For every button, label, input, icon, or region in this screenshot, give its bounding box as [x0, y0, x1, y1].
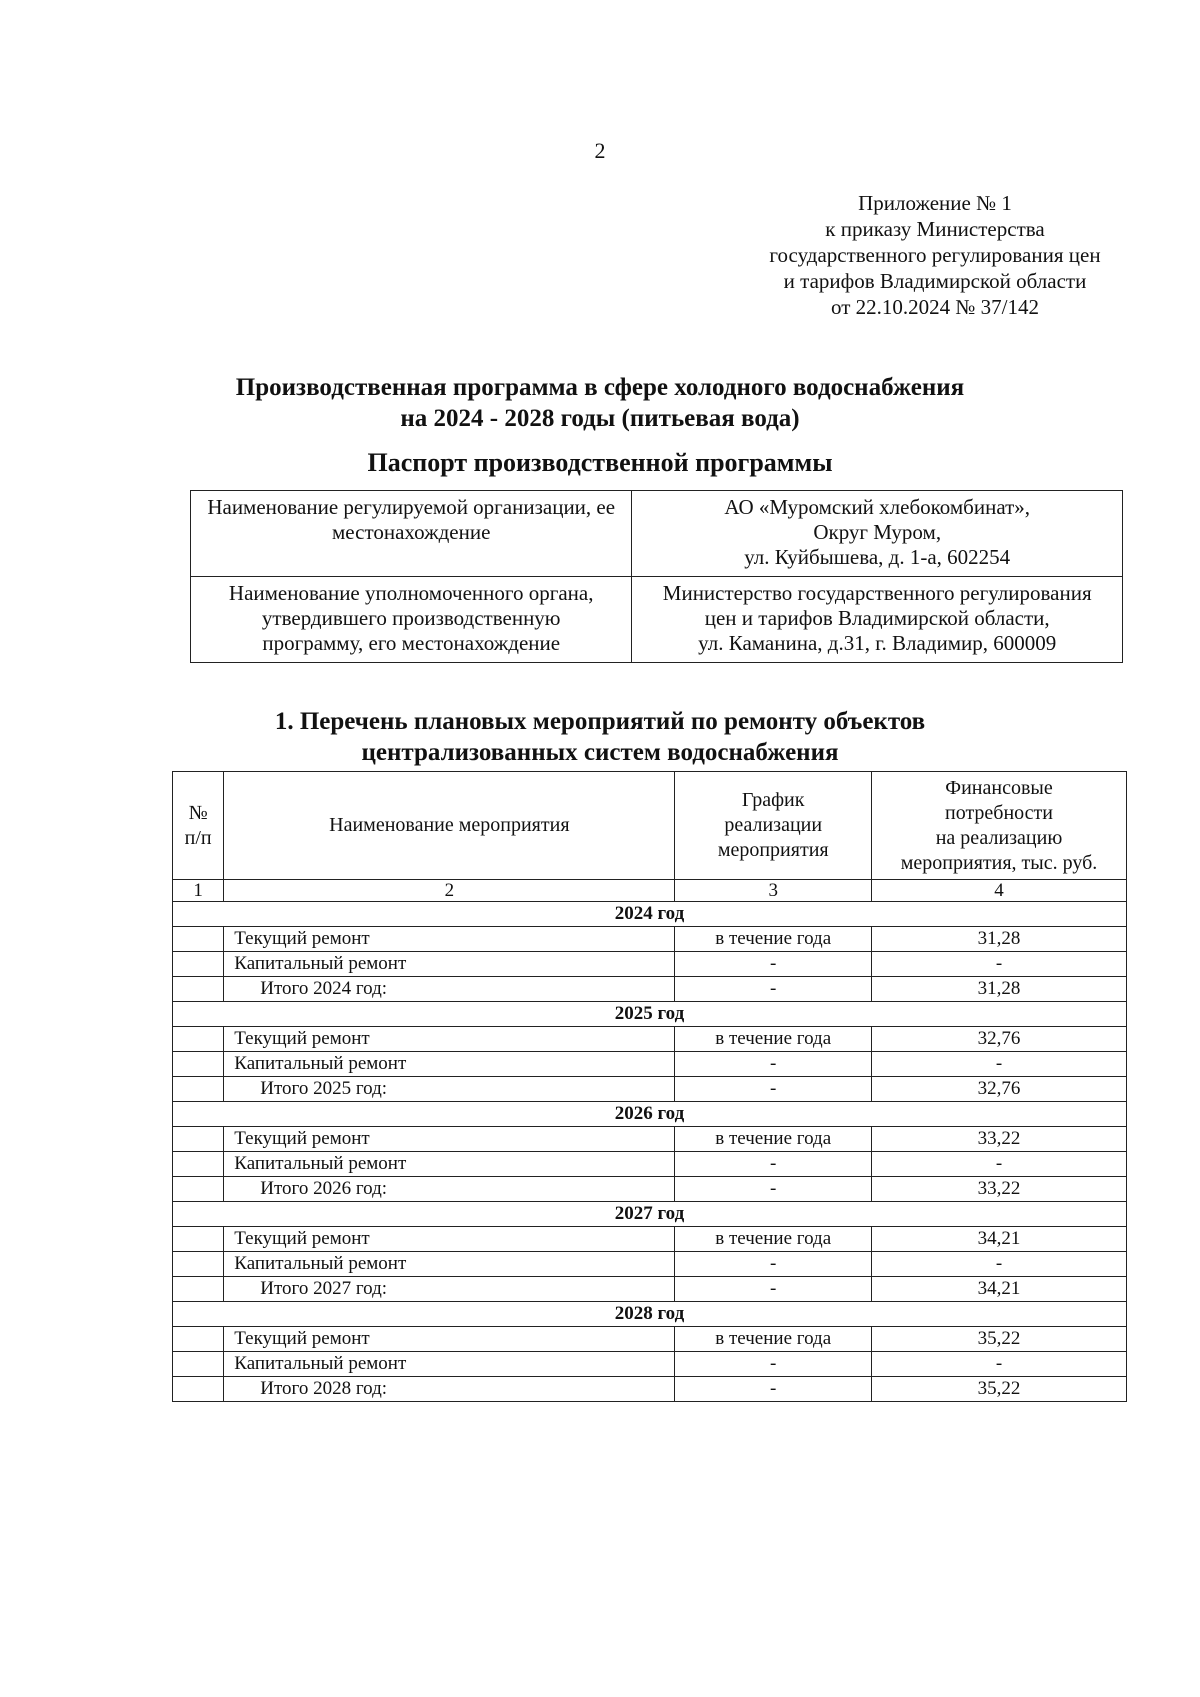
- row-name-cell: Капитальный ремонт: [224, 1252, 675, 1277]
- row-schedule-cell: -: [675, 1077, 872, 1102]
- row-finance-cell: -: [872, 952, 1127, 977]
- header-schedule: [675, 772, 872, 880]
- row-name-cell: Итого 2025 год:: [224, 1077, 675, 1102]
- row-name-cell: Капитальный ремонт: [224, 952, 675, 977]
- row-number-cell: [173, 1277, 224, 1302]
- appendix-line: государственного регулирования цен: [769, 243, 1101, 267]
- row-name-cell: Итого 2024 год:: [224, 977, 675, 1002]
- passport-value-line: Министерство государственного регулирования: [662, 581, 1092, 605]
- header-num-line: п/п: [184, 826, 212, 849]
- row-finance-cell: -: [872, 1052, 1127, 1077]
- table-row: [173, 1052, 1127, 1077]
- program-body: [173, 902, 1127, 1402]
- row-number-cell: [173, 1077, 224, 1102]
- appendix-line: Приложение № 1: [858, 191, 1012, 215]
- row-number-cell: [173, 1152, 224, 1177]
- row-number-cell: [173, 977, 224, 1002]
- header-finance-line: потребности: [945, 801, 1053, 824]
- table-row: [173, 1127, 1127, 1152]
- row-name-cell: Капитальный ремонт: [224, 1052, 675, 1077]
- row-number-cell: [173, 927, 224, 952]
- row-number-cell: [173, 1352, 224, 1377]
- passport-label-line: программу, его местонахождение: [262, 631, 561, 655]
- table-row: [173, 1277, 1127, 1302]
- column-number: 1: [173, 880, 224, 902]
- passport-title: Паспорт производственной программы: [367, 448, 833, 477]
- row-schedule-cell: в течение года: [675, 927, 872, 952]
- table-row: [173, 927, 1127, 952]
- row-number-cell: [173, 952, 224, 977]
- table-row: [173, 1252, 1127, 1277]
- year-row: [173, 1002, 1127, 1027]
- passport-value: [632, 577, 1123, 663]
- passport-value-line: ул. Каманина, д.31, г. Владимир, 600009: [698, 631, 1057, 655]
- passport-value: [632, 491, 1123, 577]
- year-label: 2024 год: [173, 902, 1127, 927]
- year-row: [173, 1302, 1127, 1327]
- row-number-cell: [173, 1177, 224, 1202]
- row-number-cell: [173, 1377, 224, 1402]
- row-finance-cell: 31,28: [872, 977, 1127, 1002]
- table-row: [173, 1177, 1127, 1202]
- row-finance-cell: -: [872, 1252, 1127, 1277]
- appendix-block: [700, 190, 1170, 320]
- section-title: [0, 706, 1200, 768]
- program-table: [172, 771, 1127, 1402]
- row-schedule-cell: -: [675, 1177, 872, 1202]
- passport-value-line: цен и тарифов Владимирской области,: [704, 606, 1050, 630]
- row-schedule-cell: в течение года: [675, 1327, 872, 1352]
- row-name-cell: Текущий ремонт: [224, 927, 675, 952]
- header-finance-line: Финансовые: [945, 776, 1053, 799]
- table-row: [173, 1377, 1127, 1402]
- main-title: [0, 372, 1200, 434]
- column-number: 2: [224, 880, 675, 902]
- row-finance-cell: 33,22: [872, 1177, 1127, 1202]
- row-schedule-cell: в течение года: [675, 1127, 872, 1152]
- table-row: [173, 1352, 1127, 1377]
- header-schedule-line: мероприятия: [717, 839, 829, 861]
- row-finance-cell: 31,28: [872, 927, 1127, 952]
- column-numbers-row: [173, 880, 1127, 902]
- row-schedule-cell: -: [675, 1252, 872, 1277]
- row-number-cell: [173, 1227, 224, 1252]
- row-name-cell: Текущий ремонт: [224, 1027, 675, 1052]
- row-name-cell: Итого 2028 год:: [224, 1377, 675, 1402]
- row-name-cell: Итого 2026 год:: [224, 1177, 675, 1202]
- header-name: Наименование мероприятия: [224, 772, 675, 880]
- row-finance-cell: -: [872, 1152, 1127, 1177]
- table-row: [173, 1152, 1127, 1177]
- main-title-line: Производственная программа в сфере холодного водоснабжения: [235, 374, 965, 401]
- year-row: [173, 1202, 1127, 1227]
- passport-row: [191, 577, 1123, 663]
- header-num: [173, 772, 224, 880]
- passport-table: [190, 490, 1123, 663]
- row-name-cell: Капитальный ремонт: [224, 1152, 675, 1177]
- header-num-line: №: [188, 801, 208, 824]
- header-finance-line: на реализацию: [935, 826, 1063, 849]
- column-number: 3: [675, 880, 872, 902]
- row-number-cell: [173, 1027, 224, 1052]
- row-schedule-cell: в течение года: [675, 1227, 872, 1252]
- row-finance-cell: 32,76: [872, 1077, 1127, 1102]
- passport-value-line: ул. Куйбышева, д. 1-а, 602254: [744, 545, 1011, 569]
- row-finance-cell: 33,22: [872, 1127, 1127, 1152]
- row-name-cell: Текущий ремонт: [224, 1327, 675, 1352]
- appendix-line: и тарифов Владимирской области: [783, 269, 1087, 293]
- passport-value-line: АО «Муромский хлебокомбинат»,: [724, 495, 1031, 519]
- year-row: [173, 902, 1127, 927]
- appendix-line: от 22.10.2024 № 37/142: [830, 295, 1040, 319]
- row-schedule-cell: -: [675, 1377, 872, 1402]
- passport-label-line: Наименование уполномоченного органа,: [228, 581, 594, 605]
- section-title-line: 1. Перечень плановых мероприятий по ремонту объектов: [274, 708, 926, 735]
- table-row: [173, 1077, 1127, 1102]
- passport-label-line: утвердившего производственную: [261, 606, 561, 630]
- table-row: [173, 1027, 1127, 1052]
- row-name-cell: Текущий ремонт: [224, 1127, 675, 1152]
- row-number-cell: [173, 1127, 224, 1152]
- appendix-line: к приказу Министерства: [825, 217, 1045, 241]
- row-schedule-cell: -: [675, 1277, 872, 1302]
- passport-value-line: Округ Муром,: [813, 520, 942, 544]
- table-row: [173, 952, 1127, 977]
- main-title-line: на 2024 - 2028 годы (питьевая вода): [400, 405, 800, 432]
- row-number-cell: [173, 1252, 224, 1277]
- passport-label-text: Наименование регулируемой организации, ее местонахождение: [207, 495, 616, 544]
- row-schedule-cell: в течение года: [675, 1027, 872, 1052]
- passport-label: [191, 491, 632, 577]
- row-name-cell: Текущий ремонт: [224, 1227, 675, 1252]
- year-label: 2026 год: [173, 1102, 1127, 1127]
- row-schedule-cell: -: [675, 1352, 872, 1377]
- passport-label: [191, 577, 632, 663]
- row-schedule-cell: -: [675, 977, 872, 1002]
- header-schedule-line: График: [741, 789, 805, 811]
- year-row: [173, 1102, 1127, 1127]
- row-schedule-cell: -: [675, 1052, 872, 1077]
- year-label: 2028 год: [173, 1302, 1127, 1327]
- table-row: [173, 977, 1127, 1002]
- year-label: 2025 год: [173, 1002, 1127, 1027]
- row-finance-cell: 35,22: [872, 1377, 1127, 1402]
- table-row: [173, 1227, 1127, 1252]
- header-finance-line: мероприятия, тыс. руб.: [900, 851, 1098, 874]
- year-label: 2027 год: [173, 1202, 1127, 1227]
- row-number-cell: [173, 1052, 224, 1077]
- row-schedule-cell: -: [675, 952, 872, 977]
- column-number: 4: [872, 880, 1127, 902]
- row-schedule-cell: -: [675, 1152, 872, 1177]
- page-number: 2: [594, 138, 606, 163]
- row-number-cell: [173, 1327, 224, 1352]
- table-header-row: [173, 772, 1127, 880]
- row-finance-cell: 35,22: [872, 1327, 1127, 1352]
- row-name-cell: Капитальный ремонт: [224, 1352, 675, 1377]
- section-title-line: централизованных систем водоснабжения: [361, 739, 839, 766]
- header-finance: [872, 772, 1127, 880]
- row-finance-cell: -: [872, 1352, 1127, 1377]
- row-finance-cell: 34,21: [872, 1277, 1127, 1302]
- row-name-cell: Итого 2027 год:: [224, 1277, 675, 1302]
- row-finance-cell: 32,76: [872, 1027, 1127, 1052]
- passport-row: [191, 491, 1123, 577]
- table-row: [173, 1327, 1127, 1352]
- header-schedule-line: реализации: [724, 814, 823, 836]
- row-finance-cell: 34,21: [872, 1227, 1127, 1252]
